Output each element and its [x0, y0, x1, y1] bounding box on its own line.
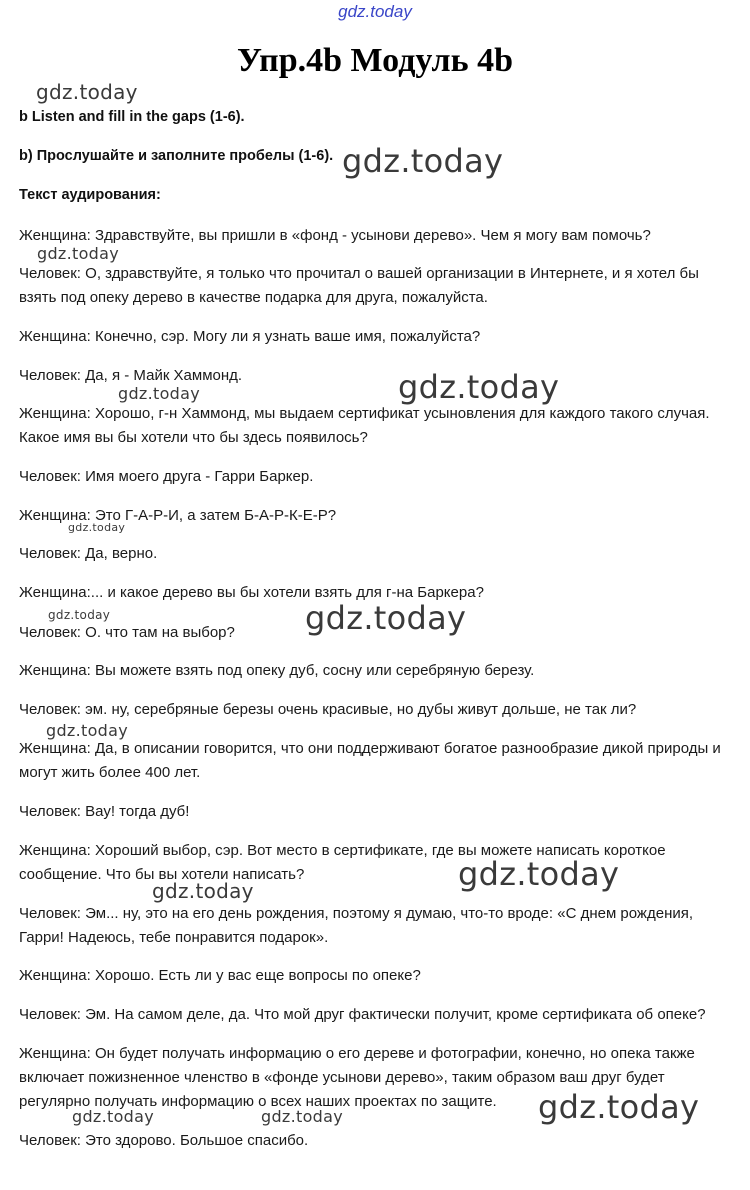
dialogue-line: Человек: О, здравствуйте, я только что прочитал о вашей организации в Интернете, и я хотел бы взять под опеку дерево в качестве подарка для друга, пожалуйста. — [19, 265, 699, 306]
heading-russian: b) Прослушайте и заполните пробелы (1-6). — [19, 148, 334, 164]
dialogue-line: Человек: Это здорово. Большое спасибо. — [19, 1132, 309, 1149]
dialogue-line: Человек: эм. ну, серебряные березы очень красивые, но дубы живут дольше, не так ли? — [19, 701, 637, 718]
dialogue-line: Человек: Да, верно. — [19, 545, 158, 562]
watermark: gdz.today — [68, 521, 126, 534]
dialogue-line: Женщина: Вы можете взять под опеку дуб, сосну или серебряную березу. — [19, 662, 535, 679]
dialogue-line: Человек: Имя моего друга - Гарри Баркер. — [19, 468, 314, 485]
watermark: gdz.today — [118, 384, 200, 403]
heading-english: b Listen and fill in the gaps (1-6). — [19, 109, 245, 125]
dialogue-line: Женщина:... и какое дерево вы бы хотели взять для г-на Баркера? — [19, 584, 484, 601]
watermark: gdz.today — [261, 1107, 343, 1126]
dialogue-line: Человек: Да, я - Майк Хаммонд. — [19, 367, 243, 384]
dialogue-line: Женщина: Конечно, сэр. Могу ли я узнать ваше имя, пожалуйста? — [19, 328, 481, 345]
watermark: gdz.today — [37, 244, 119, 263]
watermark: gdz.today — [72, 1107, 154, 1126]
dialogue-line: Женщина: Да, в описании говорится, что они поддерживают богатое разнообразие дикой природы и могут жить более 400 лет. — [19, 740, 721, 781]
dialogue-line: Человек: Эм. На самом деле, да. Что мой друг фактически получит, кроме сертификата об опеке? — [19, 1006, 706, 1023]
watermark: gdz.today — [152, 879, 254, 903]
dialogue-line: Женщина: Хорошо. Есть ли у вас еще вопросы по опеке? — [19, 967, 421, 984]
dialogue-line: Женщина: Он будет получать информацию о его дереве и фотографии, конечно, но опека также включает пожизненное членство в «фонде усынови дерево», таким образом ваш друг будет регулярно получать информацию о всех наших проектах по защите. — [19, 1045, 695, 1110]
dialogue-line: Человек: Вау! тогда дуб! — [19, 803, 190, 820]
watermark: gdz.today — [48, 608, 111, 622]
watermark: gdz.today — [46, 721, 128, 740]
page-title: Упр.4b Модуль 4b — [236, 42, 514, 79]
dialogue-line: Человек: Эм... ну, это на его день рождения, поэтому я думаю, что-то вроде: «С днем рождения, Гарри! Надеюсь, тебе понравится подарок». — [19, 905, 694, 946]
dialogue-line: Женщина: Хороший выбор, сэр. Вот место в сертификате, где вы можете написать короткое сообщение. Что бы вы хотели написать? — [19, 842, 666, 883]
top-watermark: gdz.today — [338, 2, 412, 21]
watermark: gdz.today — [538, 1088, 700, 1126]
watermark: gdz.today — [398, 368, 560, 406]
dialogue-line: Человек: О. что там на выбор? — [19, 624, 235, 641]
watermark: gdz.today — [36, 80, 138, 104]
dialogue-line: Женщина: Это Г-А-Р-И, а затем Б-А-Р-К-Е-Р? — [19, 507, 337, 524]
dialogue-line: Женщина: Здравствуйте, вы пришли в «фонд - усынови дерево». Чем я могу вам помочь? — [19, 227, 651, 244]
watermark: gdz.today — [305, 599, 467, 637]
watermark: gdz.today — [458, 855, 620, 893]
heading-transcript: Текст аудирования: — [19, 187, 161, 203]
dialogue-line: Женщина: Хорошо, г-н Хаммонд, мы выдаем сертификат усыновления для каждого такого случая. Какое имя вы бы хотели что бы здесь появилось? — [19, 405, 710, 446]
watermark: gdz.today — [342, 142, 504, 180]
